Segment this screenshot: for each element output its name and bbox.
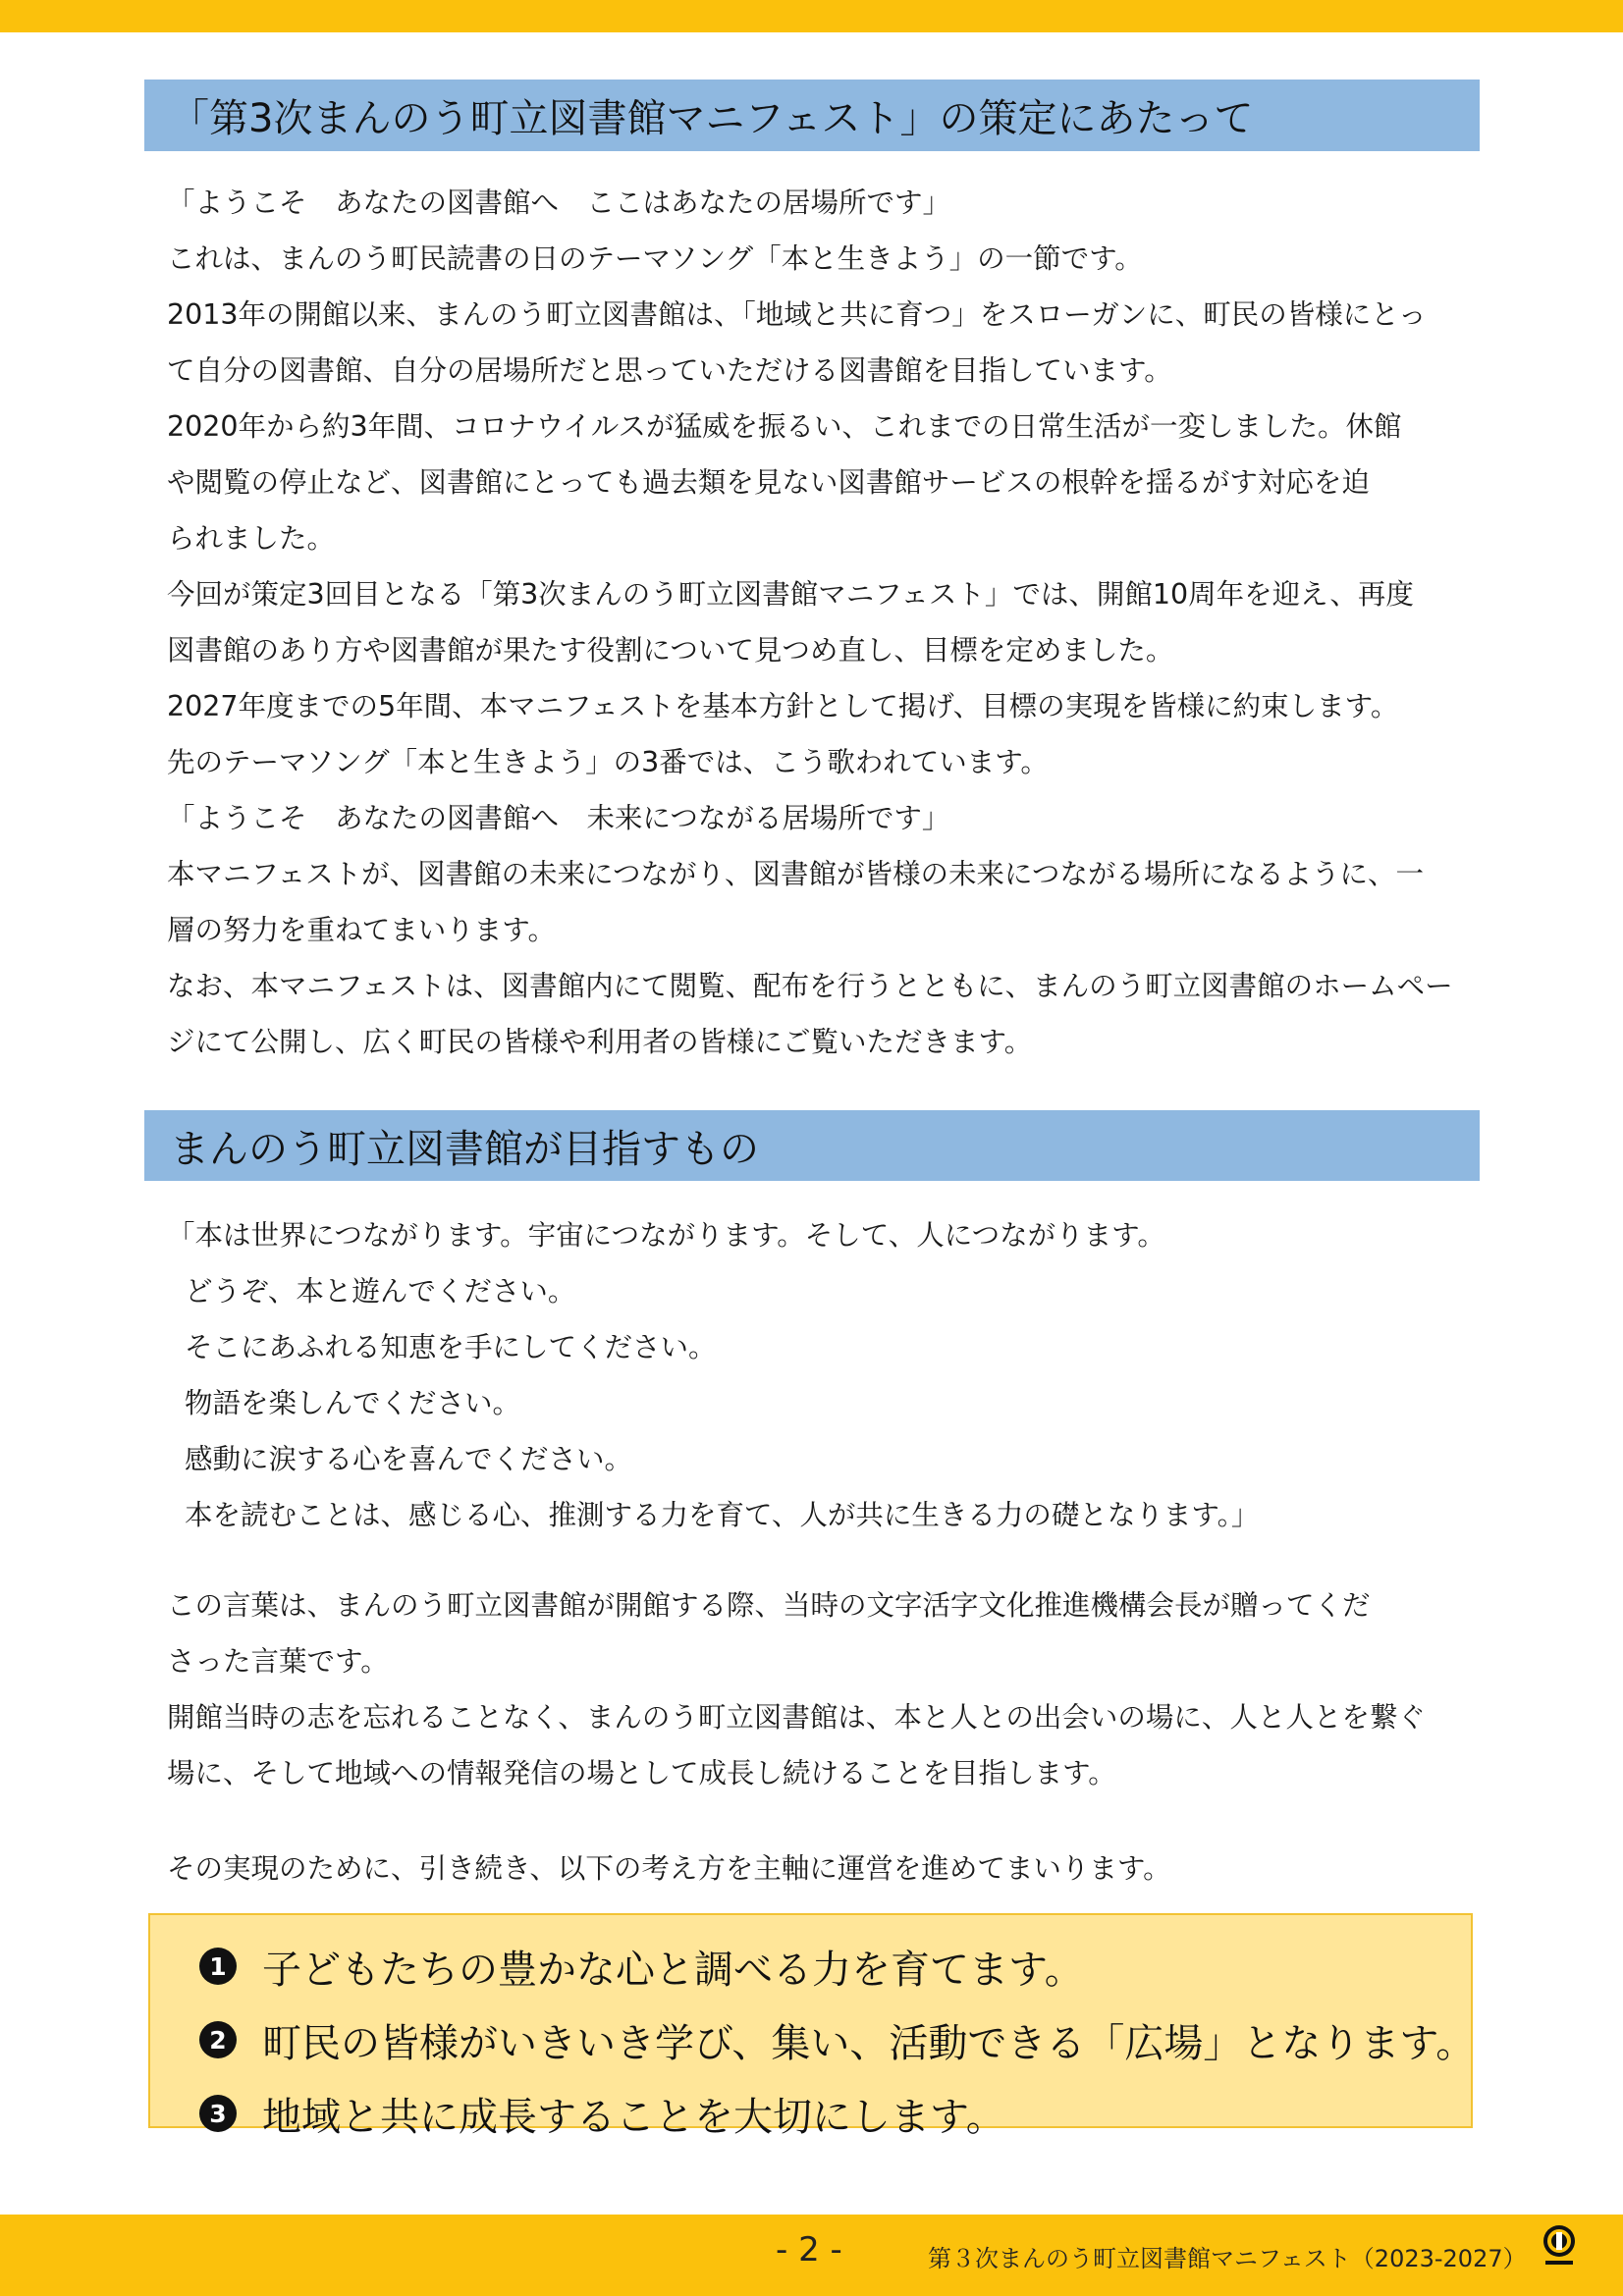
manifest-section-heading: 「第3次まんのう町立図書館マニフェスト」の策定にあたって: [144, 80, 1480, 151]
quote-explanation: [167, 1577, 1483, 1801]
footer-document-title: 第３次まんのう町立図書館マニフェスト（2023-2027）: [928, 2245, 1527, 2272]
text-line: この言葉は、まんのう町立図書館が開館する際、当時の文字活字文化推進機構会長が贈ってくだ: [167, 1589, 1371, 1622]
text-line: や閲覧の停止など、図書館にとっても過去類を見ない図書館サービスの根幹を揺るがす対応を迫: [167, 466, 1370, 499]
text-line: られました。: [167, 522, 336, 555]
text-line: その実現のために、引き続き、以下の考え方を主軸に運営を進めてまいります。: [167, 1852, 1171, 1885]
text-line: 2013年の開館以来、まんのう町立図書館は、「地域と共に育つ」をスローガンに、町民の皆様にとっ: [167, 298, 1427, 331]
text-line: 「ようこそ あなたの図書館へ 未来につながる居場所です」: [167, 802, 950, 834]
goal-item: [199, 2084, 1471, 2143]
goal-number-badge: 2: [199, 2021, 237, 2058]
text-line: 開館当時の志を忘れることなく、まんのう町立図書館は、本と人との出会いの場に、人と人とを繋ぐ: [167, 1701, 1426, 1734]
goal-text: 子どもたちの豊かな心と調べる力を育てます。: [262, 1947, 1084, 1993]
founding-quote: [167, 1207, 1483, 1543]
text-line: て自分の図書館、自分の居場所だと思っていただける図書館を目指しています。: [167, 354, 1172, 387]
text-line: 図書館のあり方や図書館が果たす役割について見つめ直し、目標を定めました。: [167, 634, 1174, 667]
aim-section-heading: まんのう町立図書館が目指すもの: [144, 1110, 1480, 1181]
quote-line: 「本は世界につながります。宇宙につながります。そして、人につながります。: [167, 1219, 1165, 1252]
text-line: 先のテーマソング「本と生きよう」の3番では、こう歌われています。: [167, 746, 1049, 778]
goal-number-badge: 3: [199, 2095, 237, 2132]
text-line: なお、本マニフェストは、図書館内にて閲覧、配布を行うとともに、まんのう町立図書館のホームペー: [167, 970, 1453, 1002]
text-line: 2020年から約3年間、コロナウイルスが猛威を振るい、これまでの日常生活が一変しました。休館: [167, 410, 1402, 443]
goals-box: [148, 1913, 1476, 2140]
text-line: 場に、そして地域への情報発信の場として成長し続けることを目指します。: [167, 1757, 1116, 1789]
text-line: 「ようこそ あなたの図書館へ ここはあなたの居場所です」: [167, 187, 951, 219]
text-line: 本マニフェストが、図書館の未来につながり、図書館が皆様の未来につながる場所になるように、一: [167, 858, 1424, 890]
quote-line: どうぞ、本と遊んでください。: [185, 1275, 576, 1308]
goal-item: [199, 1937, 1471, 1996]
intro-text: [167, 175, 1483, 1070]
top-accent-bar: [0, 0, 1623, 32]
text-line: さった言葉です。: [167, 1645, 389, 1678]
library-logo-icon: [1540, 2223, 1579, 2269]
text-line: これは、まんのう町民読書の日のテーマソング「本と生きよう」の一節です。: [167, 242, 1143, 275]
quote-line: そこにあふれる知恵を手にしてください。: [185, 1331, 717, 1363]
text-line: 今回が策定3回目となる「第3次まんのう町立図書館マニフェスト」では、開館10周年を迎え、再度: [167, 578, 1414, 611]
goal-item: [199, 2010, 1476, 2069]
goals-lead: [167, 1841, 1483, 1896]
goal-text: 地域と共に成長することを大切にします。: [262, 2094, 1005, 2140]
quote-line: 物語を楽しんでください。: [185, 1387, 521, 1419]
text-line: 2027年度までの5年間、本マニフェストを基本方針として掲げ、目標の実現を皆様に約束します。: [167, 690, 1399, 722]
text-line: 層の努力を重ねてまいります。: [167, 914, 557, 946]
page-number: - 2 -: [776, 2230, 842, 2269]
goal-text: 町民の皆様がいきいき学び、集い、活動できる「広場」となります。: [262, 2020, 1476, 2066]
quote-line: 感動に涙する心を喜んでください。: [185, 1443, 633, 1475]
quote-line: 本を読むことは、感じる心、推測する力を育て、人が共に生きる力の礎となります。」: [185, 1499, 1260, 1531]
text-line: ジにて公開し、広く町民の皆様や利用者の皆様にご覧いただきます。: [167, 1026, 1033, 1058]
goal-number-badge: 1: [199, 1948, 237, 1985]
